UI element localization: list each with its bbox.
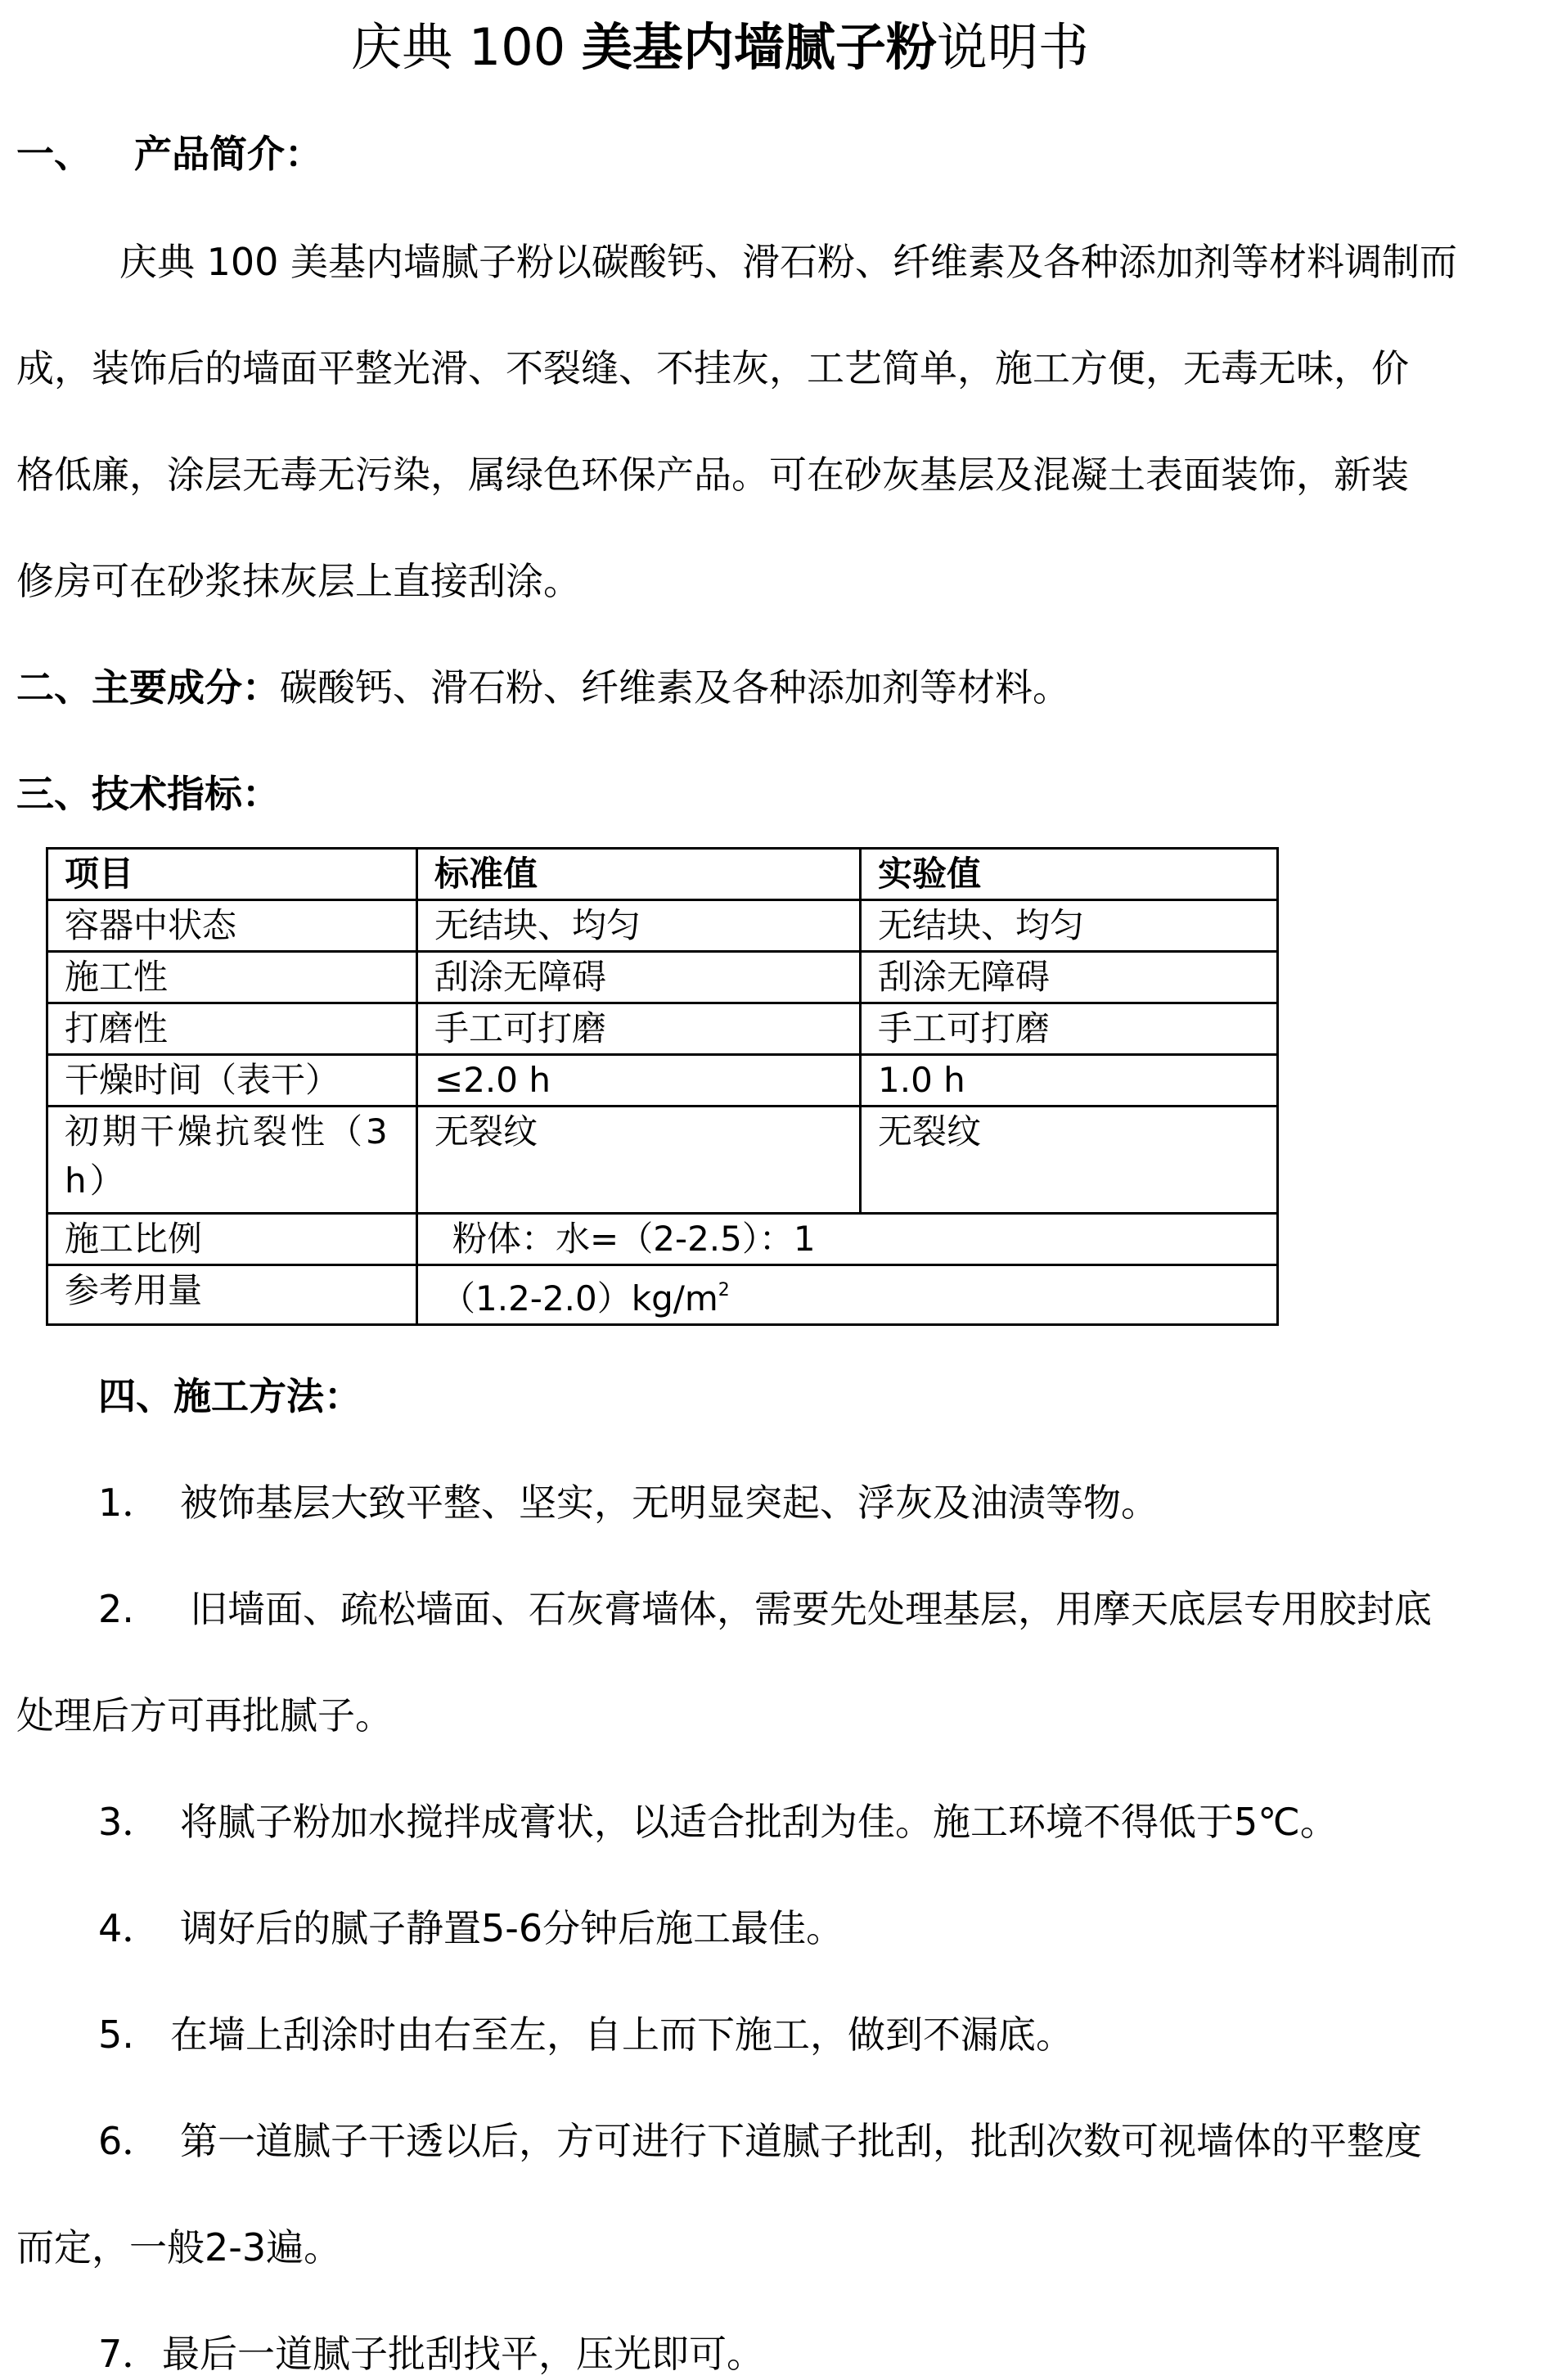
section-number: 一、 (16, 132, 92, 176)
table-header-row (47, 849, 1278, 900)
intro-line: 修房可在砂浆抹灰层上直接刮涂。 (16, 559, 581, 603)
table-row (47, 900, 1278, 952)
method-step (98, 1904, 844, 1953)
table-row (47, 1055, 1278, 1107)
cell-test: 无结块、均匀 (861, 900, 1278, 952)
column-header: 项目 (47, 849, 417, 900)
document-title (0, 15, 1440, 80)
spec-table (46, 847, 1279, 1326)
step-number: 1． (98, 1481, 160, 1525)
step-text: 将腻子粉加水搅拌成膏状，以适合批刮为佳。施工环境不得低于5℃。 (180, 1800, 1338, 1844)
section-method-heading: 四、施工方法： (98, 1374, 362, 1418)
step-number: 2. (98, 1587, 134, 1631)
cell-standard: 刮涂无障碍 (417, 952, 861, 1003)
cell-standard: 手工可打磨 (417, 1003, 861, 1055)
cell-test: 手工可打磨 (861, 1003, 1278, 1055)
cell-item: 容器中状态 (47, 900, 417, 952)
step-text: 第一道腻子干透以后，方可进行下道腻子批刮，批刮次数可视墙体的平整度 (180, 2119, 1422, 2163)
step-text: 调好后的腻子静置5-6分钟后施工最佳。 (180, 1906, 844, 1950)
method-step (98, 2010, 1073, 2059)
method-step (98, 1797, 1338, 1846)
section-ingredients-heading: 二、主要成分： (16, 665, 280, 710)
method-step (98, 1478, 1159, 1527)
usage-superscript: 2 (718, 1280, 730, 1300)
section-ingredients (16, 663, 1070, 712)
section-title: 产品简介： (134, 132, 322, 176)
section-intro-heading (16, 129, 322, 178)
intro-line: 格低廉，涂层无毒无污染，属绿色环保产品。可在砂灰基层及混凝土表面装饰，新装 (16, 453, 1409, 497)
cell-standard: 无结块、均匀 (417, 900, 861, 952)
cell-standard: 无裂纹 (417, 1107, 861, 1214)
step-text: 最后一道腻子批刮找平，压光即可。 (162, 2332, 764, 2376)
cell-ratio-value: 粉体：水=（2-2.5）：1 (417, 1214, 1278, 1265)
step-continuation: 而定，一般2-3遍。 (16, 2225, 342, 2270)
table-row (47, 1214, 1278, 1265)
table-row (47, 1265, 1278, 1325)
cell-item: 打磨性 (47, 1003, 417, 1055)
step-number: 3． (98, 1800, 160, 1844)
step-number: 4． (98, 1906, 160, 1950)
table-row (47, 1107, 1278, 1214)
step-number: 6． (98, 2119, 160, 2163)
ingredients-text: 碳酸钙、滑石粉、纤维素及各种添加剂等材料。 (280, 665, 1070, 710)
intro-line: 庆典 100 美基内墙腻子粉以碳酸钙、滑石粉、纤维素及各种添加剂等材料调制而 (119, 240, 1458, 284)
cell-item: 初期干燥抗裂性（3 h） (47, 1107, 417, 1214)
cell-test: 刮涂无障碍 (861, 952, 1278, 1003)
step-text: 旧墙面、疏松墙面、石灰膏墙体，需要先处理基层，用摩天底层专用胶封底 (190, 1587, 1432, 1631)
method-step (98, 2116, 1422, 2166)
intro-line: 成，装饰后的墙面平整光滑、不裂缝、不挂灰，工艺简单，施工方便，无毒无味，价 (16, 346, 1409, 390)
usage-value-text: （1.2-2.0）kg/m (441, 1278, 718, 1318)
step-continuation: 处理后方可再批腻子。 (16, 1693, 393, 1738)
method-step (98, 2329, 764, 2378)
cell-item: 参考用量 (47, 1265, 417, 1325)
section-specs-heading: 三、技术指标： (16, 772, 280, 816)
step-text: 被饰基层大致平整、坚实，无明显突起、浮灰及油渍等物。 (180, 1481, 1159, 1525)
column-header: 标准值 (417, 849, 861, 900)
cell-test: 1.0 h (861, 1055, 1278, 1107)
cell-item: 施工比例 (47, 1214, 417, 1265)
table-row (47, 1003, 1278, 1055)
cell-standard: ≤2.0 h (417, 1055, 861, 1107)
cell-item: 施工性 (47, 952, 417, 1003)
step-number: 7． (98, 2332, 160, 2376)
title-prefix: 庆典 100 (351, 17, 582, 77)
cell-test: 无裂纹 (861, 1107, 1278, 1214)
title-suffix: 说明书 (936, 17, 1089, 77)
step-number: 5. (98, 2013, 134, 2057)
step-text: 在墙上刮涂时由右至左，自上而下施工，做到不漏底。 (170, 2013, 1073, 2057)
method-step (98, 1584, 1432, 1634)
cell-usage-value (417, 1265, 1278, 1325)
title-product-name: 美基内墙腻子粉 (581, 17, 937, 77)
table-row (47, 952, 1278, 1003)
cell-item: 干燥时间（表干） (47, 1055, 417, 1107)
column-header: 实验值 (861, 849, 1278, 900)
